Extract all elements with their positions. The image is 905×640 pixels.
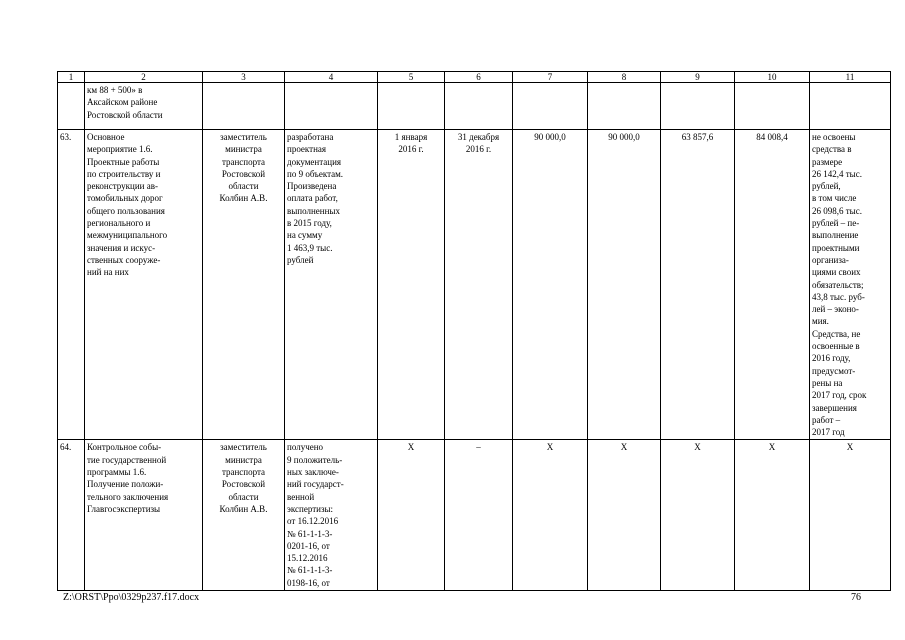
column-number: 8	[588, 72, 661, 83]
value-col9: X	[661, 440, 735, 591]
column-number: 7	[513, 72, 588, 83]
column-number: 6	[445, 72, 513, 83]
value-col9: 63 857,6	[661, 130, 735, 440]
start-date	[378, 83, 445, 130]
value-col10	[735, 83, 810, 130]
note: не освоены средства в размере 26 142,4 тыс. рублей, в том числе 26 098,6 тыс. рублей – пе- выполнение проектными организа- циями своих обязательств; 43,8 тыс. руб- лей – эконо- мия. Средства, не освоенные в 2016 году, предусмот- рены на 2017 год, срок завершения работ – 2017 год	[810, 130, 891, 440]
table-row-64	[58, 440, 891, 591]
report-table	[57, 71, 891, 591]
start-date: X	[378, 440, 445, 591]
column-number: 10	[735, 72, 810, 83]
row-number: 63.	[58, 130, 85, 440]
file-path: Z:\ORST\Ppo\0329p237.f17.docx	[63, 592, 200, 603]
measure-name: Основное мероприятие 1.6. Проектные работы по строительству и реконструкции ав- томобильных дорог общего пользования регионального и межмуниципального значения и искус- ственных сооруже- ний на них	[85, 130, 203, 440]
column-number: 4	[285, 72, 378, 83]
end-date	[445, 83, 513, 130]
table-row-continuation	[58, 83, 891, 130]
value-col7: X	[513, 440, 588, 591]
result-text: получено 9 положитель- ных заключе- ний государст- венной экспертизы: от 16.12.2016 № 61-1-1-3- 0201-16, от 15.12.2016 № 61-1-1-3- 0198-16, от	[285, 440, 378, 591]
value-col8	[588, 83, 661, 130]
note	[810, 83, 891, 130]
column-number-row	[58, 72, 891, 83]
result-text	[285, 83, 378, 130]
row-number	[58, 83, 85, 130]
table-row-63	[58, 130, 891, 440]
note: X	[810, 440, 891, 591]
value-col10: X	[735, 440, 810, 591]
column-number: 1	[58, 72, 85, 83]
page-number: 76	[851, 592, 861, 603]
responsible-person: заместитель министра транспорта Ростовской области Колбин А.В.	[203, 130, 285, 440]
responsible-person: заместитель министра транспорта Ростовской области Колбин А.В.	[203, 440, 285, 591]
column-number: 2	[85, 72, 203, 83]
value-col9	[661, 83, 735, 130]
end-date: 31 декабря 2016 г.	[445, 130, 513, 440]
column-number: 11	[810, 72, 891, 83]
responsible-person	[203, 83, 285, 130]
row-number: 64.	[58, 440, 85, 591]
value-col8: 90 000,0	[588, 130, 661, 440]
start-date: 1 января 2016 г.	[378, 130, 445, 440]
column-number: 5	[378, 72, 445, 83]
column-number: 9	[661, 72, 735, 83]
value-col7	[513, 83, 588, 130]
value-col7: 90 000,0	[513, 130, 588, 440]
value-col10: 84 008,4	[735, 130, 810, 440]
result-text: разработана проектная документация по 9 объектам. Произведена оплата работ, выполненных в 2015 году, на сумму 1 463,9 тыс. рублей	[285, 130, 378, 440]
value-col8: X	[588, 440, 661, 591]
measure-name: км 88 + 500» в Аксайском районе Ростовской области	[85, 83, 203, 130]
column-number: 3	[203, 72, 285, 83]
measure-name: Контрольное собы- тие государственной программы 1.6. Получение положи- тельного заключения Главгосэкспертизы	[85, 440, 203, 591]
end-date: –	[445, 440, 513, 591]
